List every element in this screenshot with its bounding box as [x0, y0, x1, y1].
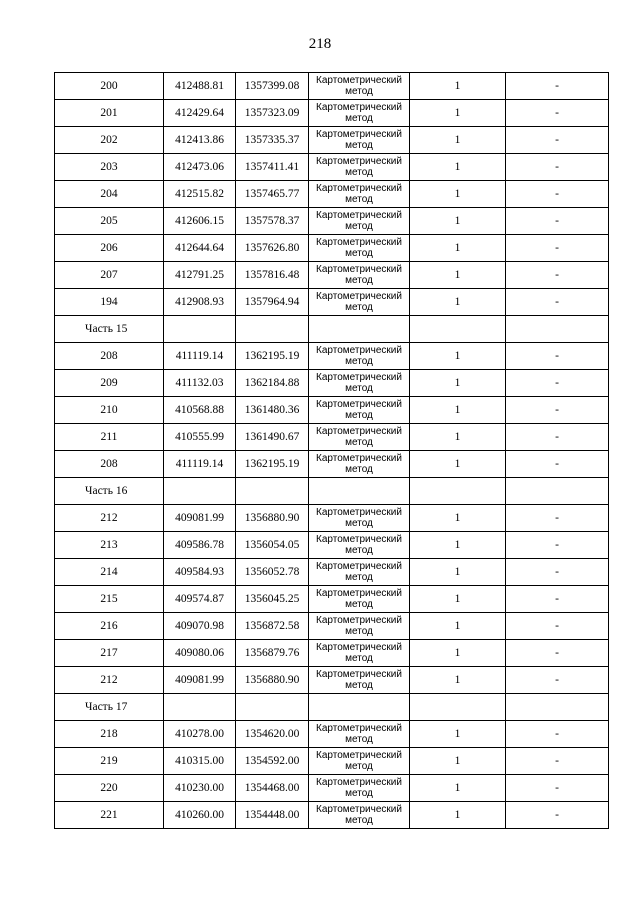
x-coordinate-cell: 412908.93	[164, 289, 236, 316]
method-line-2: метод	[345, 518, 373, 529]
method-line-1: Картометрический	[316, 210, 402, 221]
empty-cell	[164, 316, 236, 343]
description-cell: -	[506, 451, 609, 478]
y-coordinate-cell: 1357335.37	[236, 127, 309, 154]
accuracy-cell: 1	[410, 505, 506, 532]
description-cell: -	[506, 586, 609, 613]
empty-cell	[410, 694, 506, 721]
y-coordinate-cell: 1354448.00	[236, 802, 309, 829]
method-cell	[309, 73, 410, 100]
method-cell	[309, 802, 410, 829]
description-cell: -	[506, 73, 609, 100]
method-cell	[309, 343, 410, 370]
point-number-cell: 206	[55, 235, 164, 262]
method-line-2: метод	[345, 356, 373, 367]
empty-cell	[506, 316, 609, 343]
accuracy-cell: 1	[410, 370, 506, 397]
method-cell	[309, 154, 410, 181]
part-label: Часть 16	[55, 478, 164, 505]
table-row	[55, 262, 609, 289]
method-cell	[309, 532, 410, 559]
y-coordinate-cell: 1357465.77	[236, 181, 309, 208]
method-cell	[309, 127, 410, 154]
point-number-cell: 213	[55, 532, 164, 559]
empty-cell	[410, 478, 506, 505]
x-coordinate-cell: 412488.81	[164, 73, 236, 100]
method-line-2: метод	[345, 572, 373, 583]
part-header-row	[55, 694, 609, 721]
method-cell	[309, 667, 410, 694]
table-row	[55, 505, 609, 532]
description-cell: -	[506, 370, 609, 397]
accuracy-cell: 1	[410, 775, 506, 802]
x-coordinate-cell: 409081.99	[164, 667, 236, 694]
table-row	[55, 748, 609, 775]
method-line-1: Картометрический	[316, 183, 402, 194]
method-line-1: Картометрический	[316, 372, 402, 383]
accuracy-cell: 1	[410, 208, 506, 235]
method-line-2: метод	[345, 410, 373, 421]
table-row	[55, 640, 609, 667]
accuracy-cell: 1	[410, 343, 506, 370]
accuracy-cell: 1	[410, 73, 506, 100]
method-line-2: метод	[345, 221, 373, 232]
y-coordinate-cell: 1354592.00	[236, 748, 309, 775]
point-number-cell: 210	[55, 397, 164, 424]
method-line-2: метод	[345, 248, 373, 259]
method-line-1: Картометрический	[316, 291, 402, 302]
table-row	[55, 559, 609, 586]
method-line-2: метод	[345, 545, 373, 556]
point-number-cell: 217	[55, 640, 164, 667]
method-cell	[309, 262, 410, 289]
y-coordinate-cell: 1357411.41	[236, 154, 309, 181]
description-cell: -	[506, 154, 609, 181]
method-cell	[309, 586, 410, 613]
y-coordinate-cell: 1361480.36	[236, 397, 309, 424]
x-coordinate-cell: 412791.25	[164, 262, 236, 289]
y-coordinate-cell: 1362195.19	[236, 451, 309, 478]
description-cell: -	[506, 343, 609, 370]
method-line-2: метод	[345, 167, 373, 178]
method-cell	[309, 289, 410, 316]
method-cell	[309, 235, 410, 262]
y-coordinate-cell: 1354620.00	[236, 721, 309, 748]
table-row	[55, 775, 609, 802]
x-coordinate-cell: 412429.64	[164, 100, 236, 127]
method-cell	[309, 370, 410, 397]
table-row	[55, 289, 609, 316]
accuracy-cell: 1	[410, 667, 506, 694]
method-line-1: Картометрический	[316, 345, 402, 356]
method-line-1: Картометрический	[316, 507, 402, 518]
coordinates-table	[54, 72, 609, 829]
point-number-cell: 202	[55, 127, 164, 154]
table-row	[55, 235, 609, 262]
accuracy-cell: 1	[410, 235, 506, 262]
y-coordinate-cell: 1357578.37	[236, 208, 309, 235]
description-cell: -	[506, 802, 609, 829]
table-row	[55, 181, 609, 208]
x-coordinate-cell: 411119.14	[164, 343, 236, 370]
method-line-1: Картометрический	[316, 642, 402, 653]
empty-cell	[164, 694, 236, 721]
point-number-cell: 204	[55, 181, 164, 208]
method-line-2: метод	[345, 734, 373, 745]
method-cell	[309, 451, 410, 478]
table-row	[55, 73, 609, 100]
table-row	[55, 127, 609, 154]
point-number-cell: 212	[55, 505, 164, 532]
accuracy-cell: 1	[410, 181, 506, 208]
accuracy-cell: 1	[410, 802, 506, 829]
table-row	[55, 208, 609, 235]
method-line-2: метод	[345, 680, 373, 691]
method-cell	[309, 181, 410, 208]
description-cell: -	[506, 559, 609, 586]
y-coordinate-cell: 1356872.58	[236, 613, 309, 640]
x-coordinate-cell: 410568.88	[164, 397, 236, 424]
method-line-2: метод	[345, 815, 373, 826]
point-number-cell: 203	[55, 154, 164, 181]
x-coordinate-cell: 410555.99	[164, 424, 236, 451]
accuracy-cell: 1	[410, 532, 506, 559]
table-row	[55, 613, 609, 640]
accuracy-cell: 1	[410, 154, 506, 181]
accuracy-cell: 1	[410, 127, 506, 154]
point-number-cell: 207	[55, 262, 164, 289]
accuracy-cell: 1	[410, 100, 506, 127]
x-coordinate-cell: 411132.03	[164, 370, 236, 397]
part-label: Часть 17	[55, 694, 164, 721]
method-line-1: Картометрический	[316, 804, 402, 815]
method-cell	[309, 397, 410, 424]
point-number-cell: 215	[55, 586, 164, 613]
method-line-2: метод	[345, 464, 373, 475]
method-line-1: Картометрический	[316, 723, 402, 734]
table-row	[55, 667, 609, 694]
method-cell	[309, 505, 410, 532]
method-line-1: Картометрический	[316, 669, 402, 680]
table-row	[55, 424, 609, 451]
method-line-1: Картометрический	[316, 237, 402, 248]
accuracy-cell: 1	[410, 397, 506, 424]
x-coordinate-cell: 409081.99	[164, 505, 236, 532]
empty-cell	[309, 316, 410, 343]
point-number-cell: 211	[55, 424, 164, 451]
y-coordinate-cell: 1356045.25	[236, 586, 309, 613]
accuracy-cell: 1	[410, 640, 506, 667]
method-line-1: Картометрический	[316, 399, 402, 410]
description-cell: -	[506, 397, 609, 424]
table-row	[55, 397, 609, 424]
y-coordinate-cell: 1357399.08	[236, 73, 309, 100]
table-row	[55, 721, 609, 748]
accuracy-cell: 1	[410, 613, 506, 640]
accuracy-cell: 1	[410, 748, 506, 775]
method-cell	[309, 748, 410, 775]
description-cell: -	[506, 775, 609, 802]
x-coordinate-cell: 410315.00	[164, 748, 236, 775]
part-header-row	[55, 478, 609, 505]
description-cell: -	[506, 262, 609, 289]
method-line-1: Картометрический	[316, 588, 402, 599]
method-line-2: метод	[345, 626, 373, 637]
point-number-cell: 208	[55, 451, 164, 478]
accuracy-cell: 1	[410, 262, 506, 289]
table-row	[55, 802, 609, 829]
method-cell	[309, 613, 410, 640]
description-cell: -	[506, 208, 609, 235]
y-coordinate-cell: 1354468.00	[236, 775, 309, 802]
y-coordinate-cell: 1357964.94	[236, 289, 309, 316]
x-coordinate-cell: 412606.15	[164, 208, 236, 235]
x-coordinate-cell: 409574.87	[164, 586, 236, 613]
part-header-row	[55, 316, 609, 343]
table-row	[55, 532, 609, 559]
point-number-cell: 209	[55, 370, 164, 397]
point-number-cell: 205	[55, 208, 164, 235]
y-coordinate-cell: 1357626.80	[236, 235, 309, 262]
method-line-2: метод	[345, 437, 373, 448]
method-line-2: метод	[345, 788, 373, 799]
method-line-2: метод	[345, 140, 373, 151]
method-line-1: Картометрический	[316, 156, 402, 167]
empty-cell	[236, 316, 309, 343]
y-coordinate-cell: 1356880.90	[236, 505, 309, 532]
y-coordinate-cell: 1356052.78	[236, 559, 309, 586]
method-line-2: метод	[345, 383, 373, 394]
x-coordinate-cell: 409584.93	[164, 559, 236, 586]
table-row	[55, 586, 609, 613]
y-coordinate-cell: 1356880.90	[236, 667, 309, 694]
point-number-cell: 220	[55, 775, 164, 802]
method-line-2: метод	[345, 302, 373, 313]
description-cell: -	[506, 424, 609, 451]
description-cell: -	[506, 532, 609, 559]
x-coordinate-cell: 411119.14	[164, 451, 236, 478]
accuracy-cell: 1	[410, 424, 506, 451]
table-row	[55, 154, 609, 181]
method-line-2: метод	[345, 86, 373, 97]
coordinates-table-body	[55, 73, 609, 829]
page-number: 218	[308, 36, 332, 52]
point-number-cell: 218	[55, 721, 164, 748]
description-cell: -	[506, 748, 609, 775]
method-cell	[309, 424, 410, 451]
method-line-1: Картометрический	[316, 534, 402, 545]
point-number-cell: 208	[55, 343, 164, 370]
empty-cell	[164, 478, 236, 505]
method-line-2: метод	[345, 761, 373, 772]
description-cell: -	[506, 505, 609, 532]
point-number-cell: 194	[55, 289, 164, 316]
y-coordinate-cell: 1356879.76	[236, 640, 309, 667]
accuracy-cell: 1	[410, 721, 506, 748]
accuracy-cell: 1	[410, 586, 506, 613]
description-cell: -	[506, 181, 609, 208]
method-line-1: Картометрический	[316, 750, 402, 761]
method-line-1: Картометрический	[316, 615, 402, 626]
method-line-2: метод	[345, 653, 373, 664]
method-line-1: Картометрический	[316, 561, 402, 572]
part-label: Часть 15	[55, 316, 164, 343]
x-coordinate-cell: 410278.00	[164, 721, 236, 748]
x-coordinate-cell: 412473.06	[164, 154, 236, 181]
x-coordinate-cell: 412515.82	[164, 181, 236, 208]
y-coordinate-cell: 1357816.48	[236, 262, 309, 289]
table-row	[55, 100, 609, 127]
point-number-cell: 219	[55, 748, 164, 775]
method-cell	[309, 100, 410, 127]
description-cell: -	[506, 289, 609, 316]
y-coordinate-cell: 1362195.19	[236, 343, 309, 370]
method-cell	[309, 775, 410, 802]
x-coordinate-cell: 412644.64	[164, 235, 236, 262]
method-cell	[309, 640, 410, 667]
method-cell	[309, 721, 410, 748]
description-cell: -	[506, 613, 609, 640]
accuracy-cell: 1	[410, 559, 506, 586]
method-line-2: метод	[345, 194, 373, 205]
accuracy-cell: 1	[410, 451, 506, 478]
empty-cell	[410, 316, 506, 343]
method-line-2: метод	[345, 599, 373, 610]
description-cell: -	[506, 640, 609, 667]
x-coordinate-cell: 409080.06	[164, 640, 236, 667]
empty-cell	[309, 478, 410, 505]
point-number-cell: 214	[55, 559, 164, 586]
point-number-cell: 212	[55, 667, 164, 694]
empty-cell	[236, 478, 309, 505]
empty-cell	[236, 694, 309, 721]
y-coordinate-cell: 1356054.05	[236, 532, 309, 559]
x-coordinate-cell: 412413.86	[164, 127, 236, 154]
method-line-1: Картометрический	[316, 75, 402, 86]
method-line-1: Картометрический	[316, 264, 402, 275]
empty-cell	[506, 478, 609, 505]
method-cell	[309, 208, 410, 235]
point-number-cell: 200	[55, 73, 164, 100]
x-coordinate-cell: 410260.00	[164, 802, 236, 829]
method-cell	[309, 559, 410, 586]
description-cell: -	[506, 127, 609, 154]
description-cell: -	[506, 667, 609, 694]
method-line-1: Картометрический	[316, 453, 402, 464]
x-coordinate-cell: 410230.00	[164, 775, 236, 802]
accuracy-cell: 1	[410, 289, 506, 316]
empty-cell	[309, 694, 410, 721]
point-number-cell: 201	[55, 100, 164, 127]
description-cell: -	[506, 721, 609, 748]
y-coordinate-cell: 1357323.09	[236, 100, 309, 127]
method-line-1: Картометрический	[316, 129, 402, 140]
description-cell: -	[506, 100, 609, 127]
method-line-2: метод	[345, 113, 373, 124]
description-cell: -	[506, 235, 609, 262]
point-number-cell: 221	[55, 802, 164, 829]
method-line-1: Картометрический	[316, 426, 402, 437]
x-coordinate-cell: 409586.78	[164, 532, 236, 559]
x-coordinate-cell: 409070.98	[164, 613, 236, 640]
y-coordinate-cell: 1361490.67	[236, 424, 309, 451]
y-coordinate-cell: 1362184.88	[236, 370, 309, 397]
point-number-cell: 216	[55, 613, 164, 640]
method-line-1: Картометрический	[316, 777, 402, 788]
method-line-2: метод	[345, 275, 373, 286]
table-row	[55, 451, 609, 478]
empty-cell	[506, 694, 609, 721]
table-row	[55, 370, 609, 397]
method-line-1: Картометрический	[316, 102, 402, 113]
table-row	[55, 343, 609, 370]
